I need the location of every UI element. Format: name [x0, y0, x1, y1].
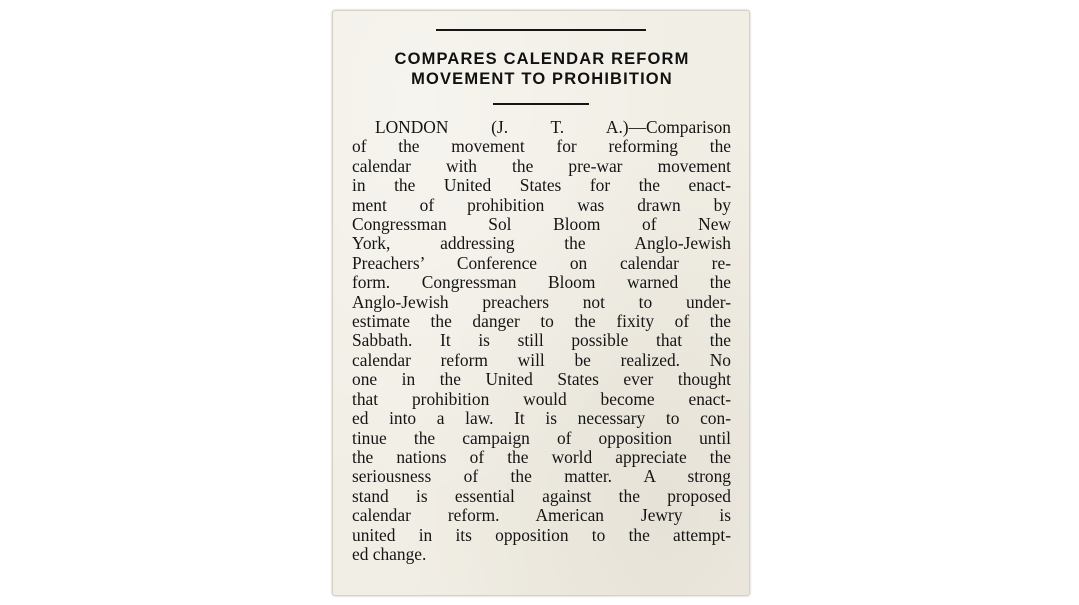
article-line: Congressman Sol Bloom of New — [352, 214, 731, 235]
article-line: calendar reform will be realized. No — [352, 349, 731, 370]
article-line: stand is essential against the proposed — [352, 485, 731, 506]
article-line: that prohibition would become enact- — [352, 388, 731, 409]
article-line: united in its opposition to the attempt- — [352, 524, 731, 545]
headline — [333, 49, 751, 89]
article-line: estimate the danger to the fixity of the — [352, 311, 731, 332]
headline-line-2: MOVEMENT TO PROHIBITION — [411, 70, 673, 88]
headline-divider-rule — [493, 103, 589, 105]
article-line: calendar with the pre-war movement — [352, 155, 731, 176]
article-line: seriousness of the matter. A strong — [352, 466, 731, 487]
article-line: LONDON (J. T. A.)—Comparison — [375, 117, 731, 137]
article-line: of the movement for reforming the — [352, 136, 731, 157]
article-line: one in the United States ever thought — [352, 369, 731, 390]
article-line: in the United States for the enact- — [352, 175, 731, 196]
article-line: Anglo-Jewish preachers not to under- — [352, 291, 731, 312]
article-line: ed change. — [352, 543, 427, 564]
article-line: ment of prohibition was drawn by — [352, 194, 731, 215]
article-line: Preachers’ Conference on calendar re- — [352, 252, 731, 273]
article-line: the nations of the world appreciate the — [352, 446, 731, 467]
article-line: Sabbath. It is still possible that the — [352, 330, 731, 351]
newspaper-clipping — [332, 10, 750, 596]
top-rule — [436, 29, 646, 31]
headline-line-1: COMPARES CALENDAR REFORM — [394, 50, 690, 68]
article-line: calendar reform. American Jewry is — [352, 505, 731, 526]
article-line: form. Congressman Bloom warned the — [352, 272, 731, 293]
article-body — [352, 118, 731, 564]
article-line: tinue the campaign of opposition until — [352, 427, 731, 448]
article-line: York, addressing the Anglo-Jewish — [352, 233, 731, 254]
article-line: ed into a law. It is necessary to con- — [352, 408, 731, 429]
